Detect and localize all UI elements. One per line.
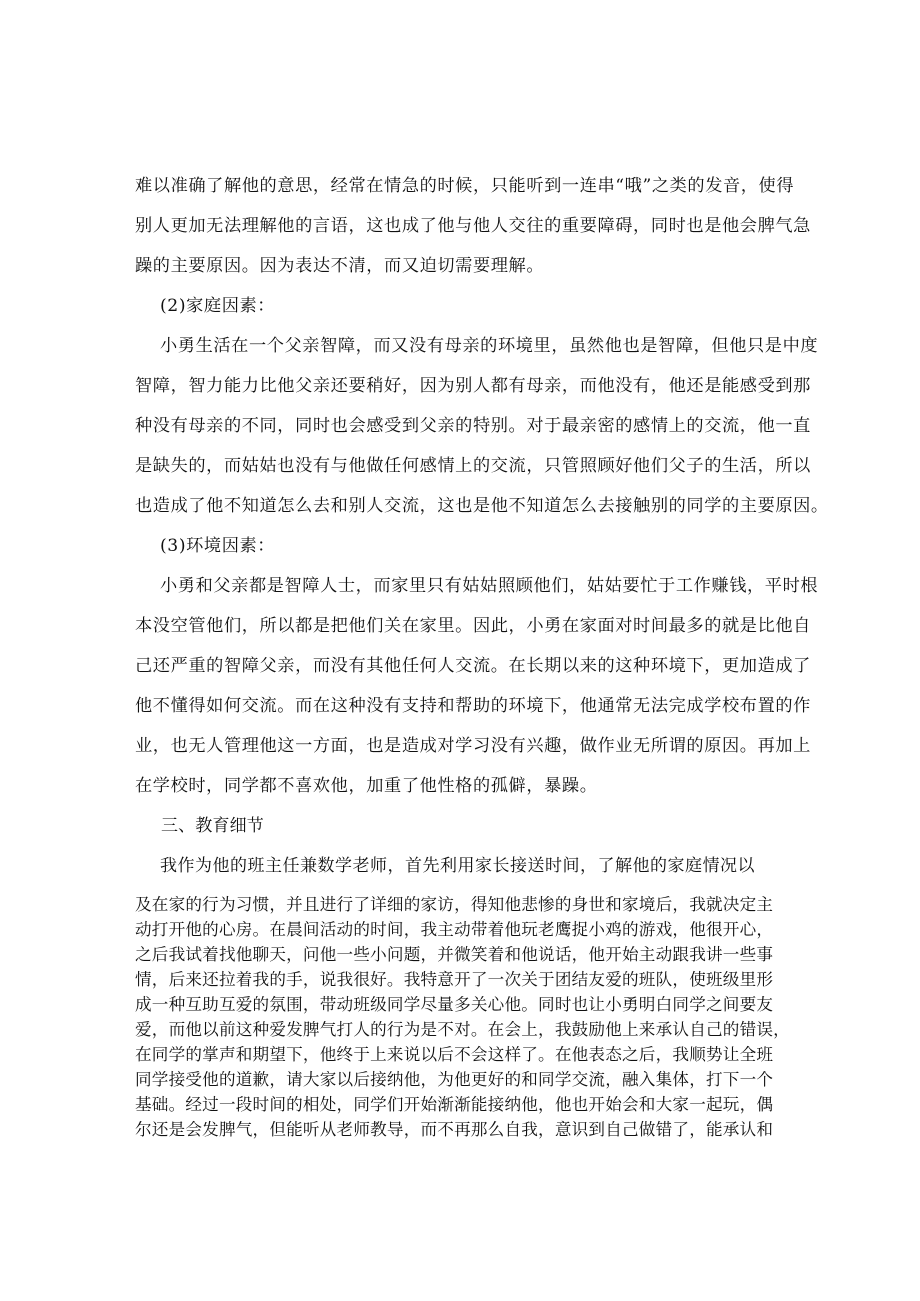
paragraph-line: 小勇和父亲都是智障人士，而家里只有姑姑照顾他们，姑姑要忙于工作赚钱，平时根 [160,576,819,596]
paragraph-line: 本没空管他们，所以都是把他们关在家里。因此，小勇在家面对时间最多的就是比他自 [135,616,811,636]
paragraph-line: 爱，而他以前这种爱发脾气打人的行为是不对。在会上，我鼓励他上来承认自己的错误， [135,1020,790,1039]
paragraph-line: 难以准确了解他的意思，经常在情急的时候，只能听到一连串“哦”之类的发音，使得 [135,176,795,196]
paragraph-line: 是缺失的，而姑姑也没有与他做任何感情上的交流，只管照顾好他们父子的生活，所以 [135,456,811,476]
paragraph-line: 成一种互助互爱的氛围，带动班级同学尽量多关心他。同时也让小勇明白同学之间要友 [135,995,774,1014]
paragraph-line: 基础。经过一段时间的相处，同学们开始渐渐能接纳他，他也开始会和大家一起玩，偶 [135,1095,774,1114]
subheading-environment-factors: (3)环境因素： [160,536,276,556]
paragraph-line: 种没有母亲的不同，同时也会感受到父亲的特别。对于最亲密的感情上的交流，他一直 [135,416,811,436]
paragraph-line: 同学接受他的道歉，请大家以后接纳他，为他更好的和同学交流，融入集体，打下一个 [135,1070,774,1089]
paragraph-line: 别人更加无法理解他的言语，这也成了他与他人交往的重要障碍，同时也是他会脾气急 [135,216,811,236]
paragraph-line: 我作为他的班主任兼数学老师，首先利用家长接送时间，了解他的家庭情况以 [160,856,755,876]
paragraph-line: 在学校时，同学都不喜欢他，加重了他性格的孤僻，暴躁。 [135,776,598,796]
subheading-family-factors: (2)家庭因素： [160,296,276,316]
paragraph-line: 尔还是会发脾气，但能听从老师教导，而不再那么自我，意识到自己做错了，能承认和 [135,1120,774,1139]
paragraph-line: 己还严重的智障父亲，而没有其他任何人交流。在长期以来的这种环境下，更加造成了 [135,656,811,676]
paragraph-line: 也造成了他不知道怎么去和别人交流，这也是他不知道怎么去接触别的同学的主要原因。 [135,496,829,516]
paragraph-line: 他不懂得如何交流。而在这种没有支持和帮助的环境下，他通常无法完成学校布置的作 [135,696,811,716]
paragraph-line: 在同学的掌声和期望下，他终于上来说以后不会这样了。在他表态之后，我顺势让全班 [135,1045,774,1064]
paragraph-line: 之后我试着找他聊天，问他一些小问题，并微笑着和他说话，他开始主动跟我讲一些事 [135,945,774,964]
paragraph-line: 业，也无人管理他这一方面，也是造成对学习没有兴趣，做作业无所谓的原因。再加上 [135,736,811,756]
paragraph-line: 情，后来还拉着我的手，说我很好。我特意开了一次关于团结友爱的班队，使班级里形 [135,970,774,989]
paragraph-line: 躁的主要原因。因为表达不清，而又迫切需要理解。 [135,256,545,276]
paragraph-line: 及在家的行为习惯，并且进行了详细的家访，得知他悲惨的身世和家境后，我就决定主 [135,895,774,914]
paragraph-line: 小勇生活在一个父亲智障，而又没有母亲的环境里，虽然他也是智障，但他只是中度 [160,336,819,356]
section-heading: 三、教育细节 [161,816,264,836]
paragraph-line: 智障，智力能力比他父亲还要稍好，因为别人都有母亲，而他没有，他还是能感受到那 [135,376,811,396]
paragraph-line: 动打开他的心房。在晨间活动的时间，我主动带着他玩老鹰捉小鸡的游戏，他很开心， [135,920,774,939]
